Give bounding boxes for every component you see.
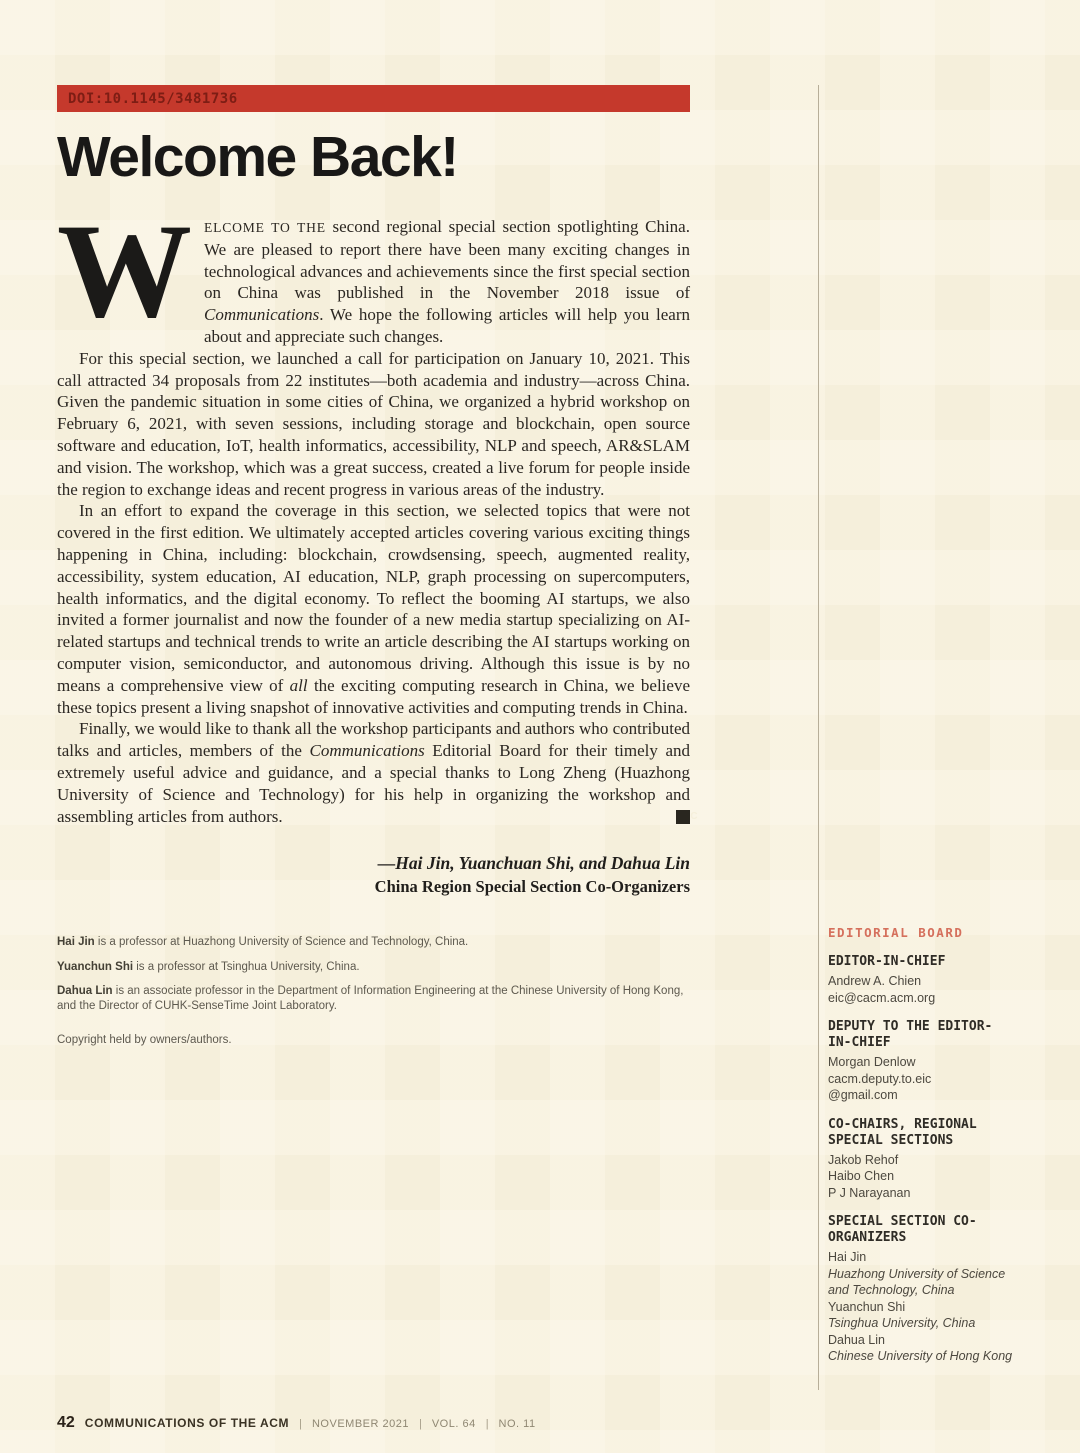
footnote-hai-jin <box>57 935 687 950</box>
article-title: Welcome Back! <box>57 125 458 189</box>
sidebar-section-title: SPECIAL SECTION CO-ORGANIZERS <box>828 1214 977 1245</box>
sidebar-heading: EDITORIAL BOARD <box>828 925 964 940</box>
signature-role: China Region Special Section Co-Organizers <box>374 877 690 897</box>
footnote-text: is a professor at Tsinghua University, China. <box>133 960 360 973</box>
sidebar-line-institution: Chinese University of Hong Kong <box>828 1349 1013 1363</box>
footnote-author-name: Yuanchun Shi <box>57 960 134 973</box>
paragraph-4 <box>57 718 698 827</box>
page-number: 42 <box>57 1414 75 1431</box>
sidebar-section-editor-in-chief <box>828 954 1014 1006</box>
issue-date: NOVEMBER 2021 <box>311 1418 409 1430</box>
drop-cap: W <box>57 197 192 346</box>
paragraph-2: For this special section, we launched a call for participation on January 10, 2021. This call attracted 34 proposals from 22 institutes—both academia and industry—across China. Given the pandemic situation in some cities of China, we organized a hybrid workshop on February 6, 2021, with seven sessions, including storage and blockchain, open source software and education, IoT, health informatics, accessibility, NLP and speech, AR&SLAM and vision. The workshop, which was a great success, created a live forum for people inside the region to exchange ideas and recent progress in various areas of the industry. <box>57 348 690 499</box>
footnote-author-name: Hai Jin <box>57 936 95 949</box>
copyright-note: Copyright held by owners/authors. <box>57 1034 232 1047</box>
sidebar-line: Hai Jin <box>828 1250 867 1264</box>
sidebar-line: Dahua Lin <box>828 1332 885 1347</box>
footer-separator: | <box>485 1418 489 1430</box>
magazine-name: COMMUNICATIONS OF THE ACM <box>84 1416 290 1430</box>
sidebar-section-co-organizers <box>828 1214 1014 1365</box>
paragraph-3: In an effort to expand the coverage in this section, we selected topics that were not covered in the first edition. We ultimately accepted articles covering various exciting things happening in China, including: blockchain, crowdsensing, speech, augmented reality, accessibility, system education, AI education, NLP, graph processing on supercomputers, health informatics, and the digital economy. To reflect the booming AI startups, we also invited a former journalist and now the founder of a new media startup specializing on AI-related startups and technical trends to write an article describing the AI startups working on computer vision, semiconductor, and autonomous driving. Although this issue is by no means a comprehensive view of all the exciting computing research in China, we believe these topics present a living snapshot of innovative activities and computing trends in China. <box>57 501 690 717</box>
footnote-text: is a professor at Huazhong University of Science and Technology, China. <box>94 936 469 949</box>
footer-separator: | <box>418 1418 422 1430</box>
sidebar-line: Morgan Denlow <box>828 1055 916 1069</box>
sidebar-section-co-chairs <box>828 1117 1014 1202</box>
signature-authors: —Hai Jin, Yuanchuan Shi, and Dahua Lin <box>377 853 690 874</box>
sidebar-line: Jakob Rehof <box>828 1152 899 1167</box>
sidebar-line-email: eic@cacm.acm.org <box>828 990 936 1005</box>
sidebar-line: Andrew A. Chien <box>828 974 922 988</box>
sidebar-line: Yuanchun Shi <box>828 1299 906 1314</box>
main-column <box>57 85 698 1058</box>
column-divider <box>818 85 819 1390</box>
footer-separator: | <box>299 1418 302 1430</box>
sidebar-section-title: CO-CHAIRS, REGIONAL SPECIAL SECTIONS <box>828 1116 977 1148</box>
signature-block <box>57 853 690 897</box>
page-footer <box>57 1414 536 1432</box>
footnote-dahua-lin <box>57 984 687 1013</box>
sidebar-line-institution: Huazhong University of Science and Technology, China <box>828 1266 1006 1297</box>
sidebar-line-institution: Tsinghua University, China <box>828 1316 976 1330</box>
paragraph-1 <box>57 197 690 348</box>
article-body <box>57 197 698 827</box>
sidebar-line-email: cacm.deputy.to.eic <box>828 1071 932 1086</box>
sidebar-line: Haibo Chen <box>828 1169 895 1183</box>
sidebar-section-title: EDITOR-IN-CHIEF <box>828 954 946 969</box>
paragraph-1-text: ELCOME TO THE second regional special section spotlighting China. We are pleased to report there have been many exciting changes in technological advances and achievements since the first special section on China was published in the November 2018 issue of Communications. We hope the following articles will help you learn about and appreciate such changes. <box>204 217 690 346</box>
footnote-yuanchun-shi <box>57 960 687 975</box>
sidebar-line: P J Narayanan <box>828 1185 911 1200</box>
footnote-text: is an associate professor in the Department of Information Engineering at the Chinese University of Hong Kong, and the Director of CUHK-SenseTime Joint Laboratory. <box>57 985 684 1012</box>
author-footnotes <box>57 935 687 1048</box>
sidebar-section-deputy <box>828 1019 1014 1104</box>
sidebar-line-email: @gmail.com <box>828 1088 898 1102</box>
volume-number: VOL. 64 <box>431 1418 476 1430</box>
doi-banner <box>57 85 690 112</box>
editorial-board-sidebar <box>828 925 1014 1378</box>
end-of-article-icon: C <box>676 810 690 824</box>
issue-number: NO. 11 <box>498 1418 536 1430</box>
footnote-author-name: Dahua Lin <box>57 985 113 998</box>
sidebar-section-title: DEPUTY TO THE EDITOR-IN-CHIEF <box>828 1019 993 1050</box>
doi-text: DOI:10.1145/3481736 <box>68 90 238 107</box>
paragraph-4-text: Finally, we would like to thank all the workshop participants and authors who contributed talks and articles, members of the Communications Editorial Board for their timely and extremely useful advice and guidance, and a special thanks to Long Zheng (Huazhong University of Science and Technology) for his help in organizing the workshop and assembling articles from authors. <box>57 719 690 826</box>
